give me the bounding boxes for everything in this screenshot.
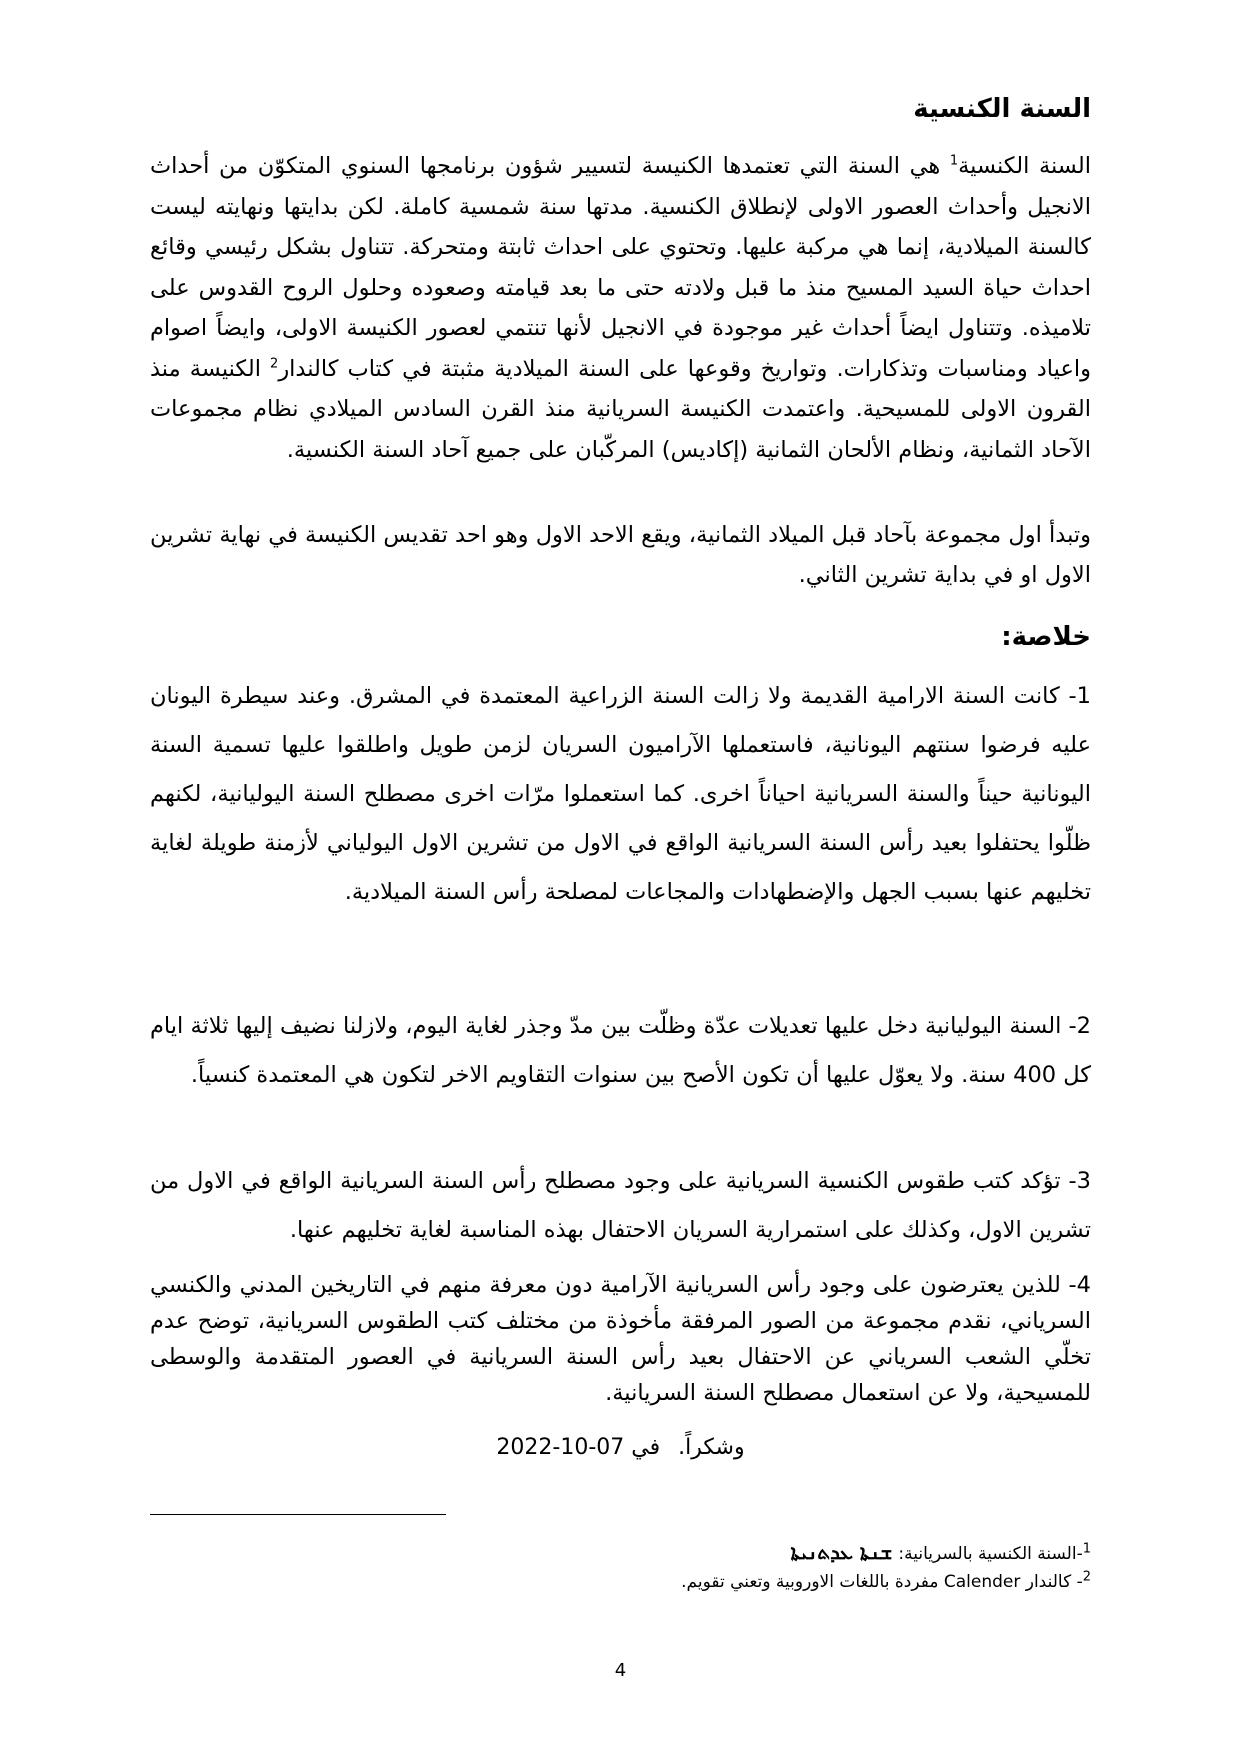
intro-middle: هي السنة التي تعتمدها الكنيسة لتسيير شؤون برنامجها السنوي المتكوّن من أحداث الانجيل وأحداث العصور الاولى لإنطلاق الكنسية. مدتها سنة شمسية كاملة. لكن بدايتها ونهايته ليست كالسنة الميلادية، إنما هي مركبة عليها. وتحتوي على احداث ثابتة ومتحركة. تتناول بشكل رئيسي وقائع احداث حياة السيد المسيح منذ ما قبل ولادته حتى ما بعد قيامته وصعوده وحلول الروح القدوس على تلاميذه. وتتناول ايضاً أحداث غير موجودة في الانجيل لأنها تنتمي لعصور الكنيسة الاولى، وايضاً اصوام واعياد ومناسبات وتذكارات. وتواريخ وقوعها على السنة الميلادية مثبتة في كتاب كالندار [150, 153, 1091, 382]
closing-thanks: وشكراً. [678, 1435, 745, 1460]
closing-line [0, 1433, 1241, 1463]
footnote-1 [790, 1540, 1091, 1566]
intro-paragraph [150, 146, 1091, 470]
footnote-ref-2: 2 [270, 356, 279, 371]
summary-point-1: 1- كانت السنة الارامية القديمة ولا زالت السنة الزراعية المعتمدة في المشرق. وعند سيطرة اليونان عليه فرضوا سنتهم اليونانية، فاستعملها الآراميون السريان لزمن طويل واطلقوا عليها تسمية السنة اليونانية حيناً والسنة السريانية احياناً اخرى. كما استعملوا مرّات اخرى مصطلح السنة اليوليانية، لكنهم ظلّوا يحتفلوا بعيد رأس السنة السريانية الواقع في الاول من تشرين الاول اليولياني لأزمنة طويلة لغاية تخليهم عنها بسبب الجهل والإضطهادات والمجاعات لمصلحة رأس السنة الميلادية. [150, 683, 1091, 905]
intro-start: السنة الكنسية [958, 153, 1091, 179]
summary-heading: خلاصة: [1001, 622, 1091, 652]
footnote-1-text: -السنة الكنسية بالسريانية: [898, 1544, 1083, 1564]
footnote-1-number: 1 [1082, 1541, 1091, 1557]
footnote-ref-1: 1 [949, 153, 959, 169]
summary-point-3: 3- تؤكد كتب طقوس الكنسية السريانية على وجود مصطلح رأس السنة السريانية الواقع في الاول من تشرين الاول، وكذلك على استمرارية السريان الاحتفال بهذه المناسبة لغاية تخليهم عنها. [150, 1168, 1091, 1243]
footnote-1-syriac: ܫܢܬܐ ܥܕܬܢܝܬܐ [790, 1540, 893, 1564]
footnote-2-text: - كالندار Calender مفردة باللغات الاوروبية وتعني تقويم. [681, 1572, 1083, 1592]
summary-point-2: 2- السنة اليوليانية دخل عليها تعديلات عدّة وظلّت بين مدّ وجذر لغاية اليوم، ولازلنا نضيف إليها ثلاثة ايام كل 400 سنة. ولا يعوّل عليها أن تكون الأصح بين سنوات التقاويم الاخر لتكون هي المعتمدة كنسياً. [150, 1013, 1091, 1088]
footnote-2-number: 2 [1082, 1569, 1091, 1585]
intro-end: الكنيسة منذ القرون الاولى للمسيحية. واعتمدت الكنيسة السريانية منذ القرن السادس الميلادي نظام مجموعات الآحاد الثمانية، ونظام الألحان الثمانية (إكاديس) المركّبان على جميع آحاد السنة الكنسية. [150, 355, 1091, 463]
footnote-separator [150, 1514, 446, 1515]
summary-point-4: 4- للذين يعترضون على وجود رأس السريانية الآرامية دون معرفة منهم في التاريخين المدني والكنسي السرياني، نقدم مجموعة من الصور المرفقة مأخوذة من مختلف كتب الطقوس السريانية، توضح عدم تخلّي الشعب السرياني عن الاحتفال بعيد رأس السنة السريانية في العصور المتقدمة والوسطى للمسيحية، ولا عن استعمال مصطلح السنة السريانية. [150, 1272, 1091, 1406]
closing-date: في 07-10-2022 [496, 1435, 661, 1460]
paragraph-2: وتبدأ اول مجموعة بآحاد قبل الميلاد الثمانية، ويقع الاحد الاول وهو احد تقديس الكنيسة في نهاية تشرين الاول او في بداية تشرين الثاني. [150, 522, 1091, 588]
page-number: 4 [614, 1660, 627, 1681]
footnote-2 [681, 1570, 1091, 1594]
section-heading: السنة الكنسية [913, 94, 1091, 124]
